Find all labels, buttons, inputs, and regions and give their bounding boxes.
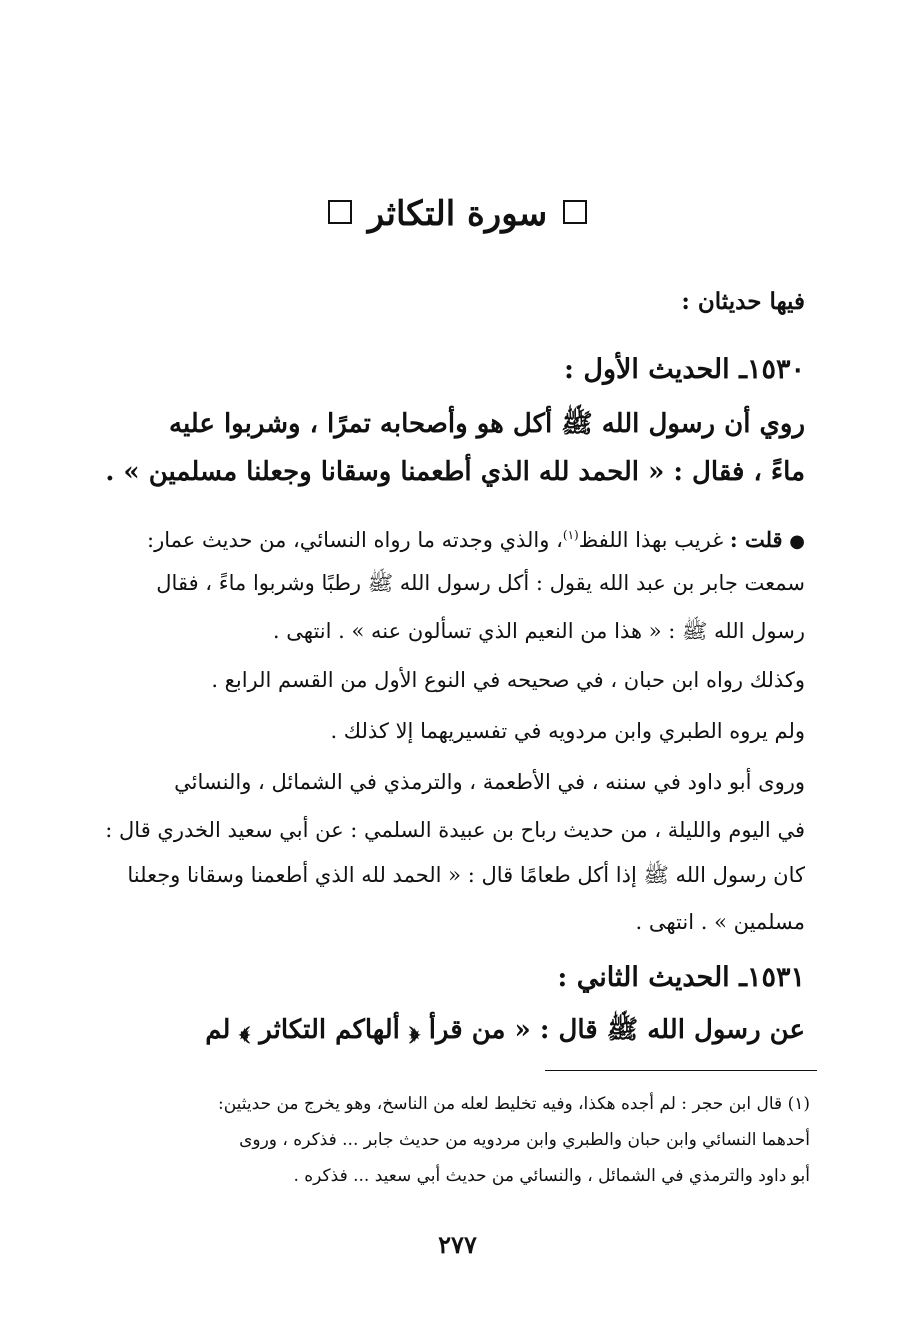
hadith2-heading: ١٥٣١ـ الحديث الثاني : [557, 962, 805, 993]
footnote-reference[interactable]: (١) [562, 528, 579, 542]
commentary-line: مسلمين » . انتهى . [635, 910, 805, 934]
footnote-text: قال ابن حجر : لم أجده هكذا، وفيه تخليط لعله من الناسخ، وهو يخرج من حديثين: [218, 1094, 783, 1114]
footnote-line: أبو داود والترمذي في الشمائل ، والنسائي من حديث أبي سعيد ... فذكره . [293, 1166, 810, 1186]
footnote-separator [545, 1070, 817, 1071]
hadith1-text-line: روي أن رسول الله ﷺ أكل هو وأصحابه تمرًا ، وشربوا عليه [169, 409, 805, 439]
hadith1-text-line: ماءً ، فقال : « الحمد لله الذي أطعمنا وسقانا وجعلنا مسلمين » . [105, 457, 805, 487]
commentary-text: غريب بهذا اللفظ [578, 528, 724, 552]
footnote-line [80, 1088, 810, 1120]
commentary-line [80, 518, 805, 559]
hadith1-heading: ١٥٣٠ـ الحديث الأول : [563, 354, 805, 385]
commentary-text: ، والذي وجدته ما رواه النسائي، من حديث عمار: [147, 528, 563, 552]
bullet-icon: ● [789, 531, 805, 552]
qultu-label: قلت : [729, 527, 783, 552]
surah-title: سورة التكاثر [367, 194, 548, 234]
surah-heading [0, 190, 915, 238]
footnote-marker: (١) [787, 1094, 810, 1114]
commentary-line: في اليوم والليلة ، من حديث رباح بن عبيدة السلمي : عن أبي سعيد الخدري قال : [105, 818, 805, 842]
page-number: ٢٧٧ [438, 1230, 477, 1259]
square-ornament-icon [563, 200, 587, 224]
footnote-line: أحدهما النسائي وابن حبان والطبري وابن مردويه من حديث جابر ... فذكره ، وروى [239, 1130, 810, 1150]
commentary-line: كان رسول الله ﷺ إذا أكل طعامًا قال : « الحمد لله الذي أطعمنا وسقانا وجعلنا [127, 863, 805, 887]
commentary-line: رسول الله ﷺ : « هذا من النعيم الذي تسألون عنه » . انتهى . [272, 619, 805, 643]
commentary-line: سمعت جابر بن عبد الله يقول : أكل رسول الله ﷺ رطبًا وشربوا ماءً ، فقال [156, 571, 805, 595]
commentary-line: وروى أبو داود في سننه ، في الأطعمة ، والترمذي في الشمائل ، والنسائي [174, 770, 805, 794]
commentary-line: ولم يروه الطبري وابن مردويه في تفسيريهما إلا كذلك . [330, 719, 805, 743]
intro-text: فيها حديثان : [681, 288, 805, 315]
square-ornament-icon [328, 200, 352, 224]
commentary-line: وكذلك رواه ابن حبان ، في صحيحه في النوع الأول من القسم الرابع . [211, 668, 805, 692]
hadith2-text-line: عن رسول الله ﷺ قال : « من قرأ ﴿ ألهاكم التكاثر ﴾ لم [205, 1015, 805, 1045]
